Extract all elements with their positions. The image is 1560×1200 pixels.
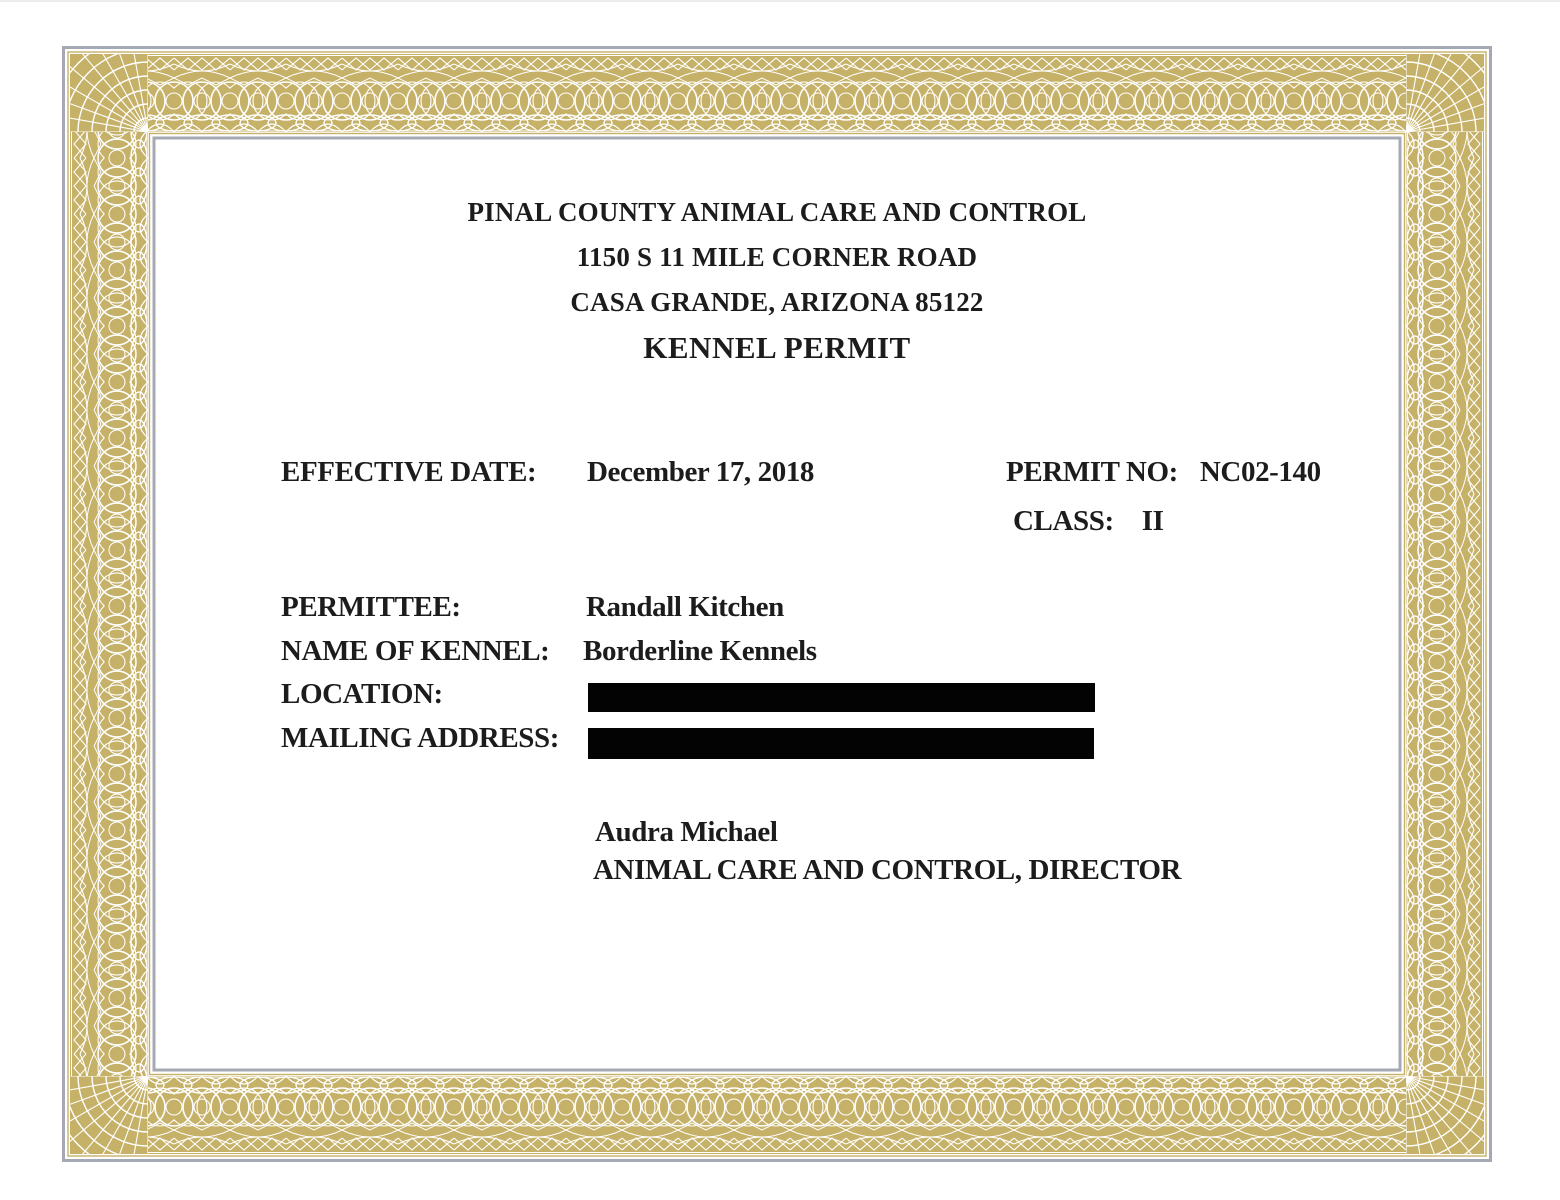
org-name: PINAL COUNTY ANIMAL CARE AND CONTROL bbox=[467, 197, 1087, 227]
permit-no-row bbox=[1006, 456, 1321, 489]
class-row bbox=[1013, 505, 1164, 538]
kennel-name-value: Borderline Kennels bbox=[583, 635, 817, 667]
document-title: KENNEL PERMIT bbox=[643, 330, 911, 365]
letterhead bbox=[156, 190, 1398, 370]
permit-no-label: PERMIT NO: bbox=[1006, 456, 1178, 488]
signatory-title: ANIMAL CARE AND CONTROL, DIRECTOR bbox=[593, 854, 1182, 886]
effective-date-label: EFFECTIVE DATE: bbox=[281, 456, 537, 488]
permit-no-value: NC02-140 bbox=[1199, 456, 1321, 488]
effective-date-value: December 17, 2018 bbox=[587, 456, 815, 488]
kennel-name-label: NAME OF KENNEL: bbox=[281, 635, 550, 667]
class-value: II bbox=[1141, 505, 1164, 537]
location-label: LOCATION: bbox=[281, 678, 443, 710]
mailing-address-redaction-bar bbox=[588, 728, 1094, 759]
signatory-name: Audra Michael bbox=[595, 816, 778, 848]
location-redaction-bar bbox=[588, 683, 1095, 712]
mailing-address-label: MAILING ADDRESS: bbox=[281, 722, 560, 754]
class-label: CLASS: bbox=[1013, 505, 1114, 537]
permittee-label: PERMITTEE: bbox=[281, 591, 461, 623]
org-address-city: CASA GRANDE, ARIZONA 85122 bbox=[570, 287, 984, 317]
permittee-value: Randall Kitchen bbox=[586, 591, 784, 623]
org-address-street: 1150 S 11 MILE CORNER ROAD bbox=[576, 242, 978, 272]
scan-artifact-line bbox=[0, 0, 1560, 2]
